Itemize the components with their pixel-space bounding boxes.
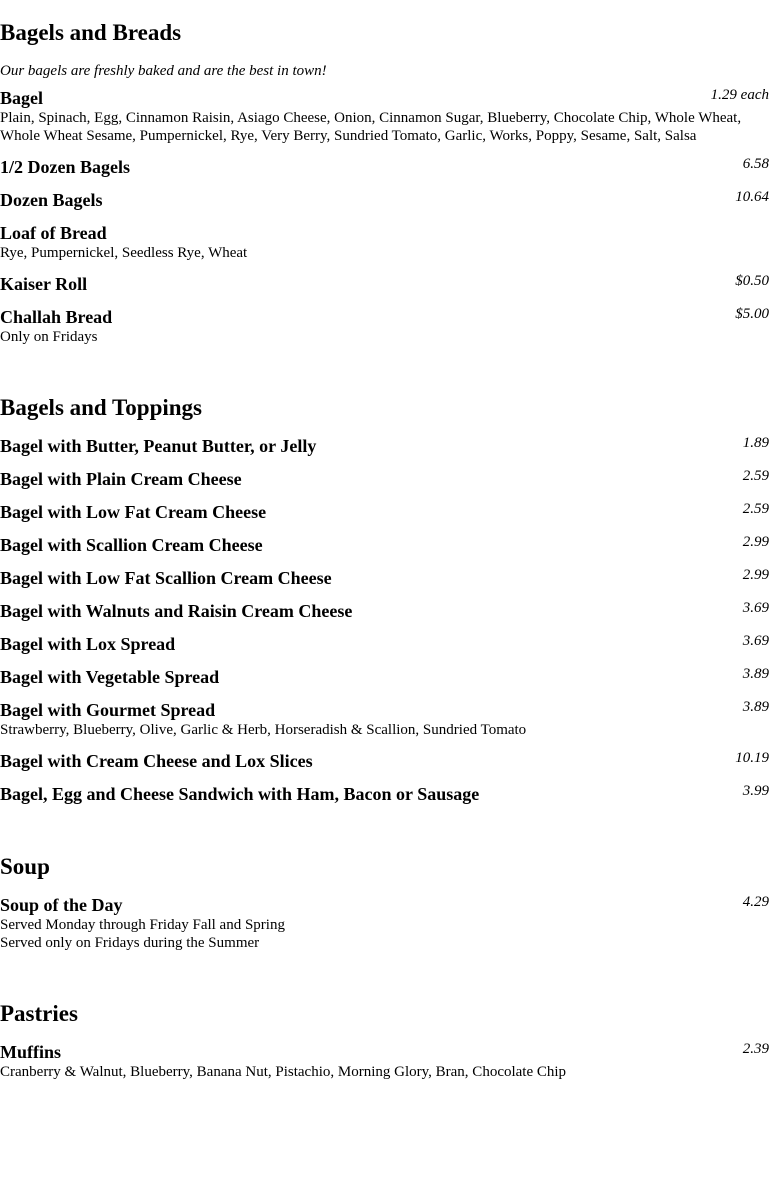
menu-item-name: Bagel with Low Fat Cream Cheese xyxy=(0,502,267,522)
menu-item xyxy=(0,306,769,346)
menu-item-price: 6.58 xyxy=(742,156,769,172)
menu-item xyxy=(0,501,769,523)
menu-item-price: 10.64 xyxy=(735,189,769,205)
menu-item-description: Served only on Fridays during the Summer xyxy=(0,935,260,951)
menu-item-name: 1/2 Dozen Bagels xyxy=(0,157,130,177)
menu-item-price: 2.99 xyxy=(742,567,769,583)
menu-item-price: 3.69 xyxy=(742,633,769,649)
menu-item-name: Bagel with Butter, Peanut Butter, or Jelly xyxy=(0,436,317,456)
menu-item-name: Bagel with Cream Cheese and Lox Slices xyxy=(0,751,313,771)
menu-item-name: Muffins xyxy=(0,1042,62,1062)
menu-item xyxy=(0,783,769,805)
menu-section-breads xyxy=(0,19,769,346)
menu-item-price: 1.29 each xyxy=(710,87,769,103)
menu-item xyxy=(0,666,769,688)
menu-item xyxy=(0,87,769,145)
menu-item xyxy=(0,273,769,295)
menu-item-price: 3.99 xyxy=(742,783,769,799)
menu-item-name: Bagel, Egg and Cheese Sandwich with Ham, Bacon or Sausage xyxy=(0,784,480,804)
section-description: Our bagels are freshly baked and are the best in town! xyxy=(0,63,327,79)
section-title: Bagels and Toppings xyxy=(0,395,203,420)
menu-item-name: Bagel with Walnuts and Raisin Cream Cheese xyxy=(0,601,353,621)
menu-item-price: 3.89 xyxy=(742,699,769,715)
menu-item-name: Bagel xyxy=(0,88,43,108)
menu-item xyxy=(0,567,769,589)
menu-section-toppings xyxy=(0,394,769,805)
menu-item-price: 2.99 xyxy=(742,534,769,550)
menu-item-list xyxy=(0,1041,769,1081)
menu-item-name: Soup of the Day xyxy=(0,895,123,915)
menu-item-name: Dozen Bagels xyxy=(0,190,103,210)
menu-item-description: Strawberry, Blueberry, Olive, Garlic & Herb, Horseradish & Scallion, Sundried Tomato xyxy=(0,722,527,738)
menu-item-price: 2.59 xyxy=(742,468,769,484)
menu-item-name: Challah Bread xyxy=(0,307,113,327)
menu-item xyxy=(0,189,769,211)
menu-item-list xyxy=(0,894,769,952)
menu-item-name: Kaiser Roll xyxy=(0,274,88,294)
menu-item-description: Cranberry & Walnut, Blueberry, Banana Nut, Pistachio, Morning Glory, Bran, Chocolate Chip xyxy=(0,1064,567,1080)
menu-section-pastries xyxy=(0,1000,769,1081)
menu-item-name: Bagel with Gourmet Spread xyxy=(0,700,216,720)
menu-item xyxy=(0,156,769,178)
menu-item-description: Rye, Pumpernickel, Seedless Rye, Wheat xyxy=(0,245,248,261)
menu-item-price: 2.59 xyxy=(742,501,769,517)
menu-item-description: Served Monday through Friday Fall and Spring xyxy=(0,917,285,933)
menu-item-price: 10.19 xyxy=(735,750,769,766)
menu-item-price: 4.29 xyxy=(742,894,769,910)
menu-item xyxy=(0,633,769,655)
menu-item-description: Only on Fridays xyxy=(0,329,98,345)
menu-item-name: Bagel with Low Fat Scallion Cream Cheese xyxy=(0,568,332,588)
menu-item-price: $5.00 xyxy=(735,306,769,322)
menu-item-description: Plain, Spinach, Egg, Cinnamon Raisin, Asiago Cheese, Onion, Cinnamon Sugar, Blueberry, Chocolate Chip, Whole Wheat, Whole Wheat Sesame, Pumpernickel, Rye, Very Berry, Sundried Tomato, Garlic, Works, Poppy, Sesame, Salt, Salsa xyxy=(0,110,742,144)
menu-item xyxy=(0,222,769,262)
menu-item-price: 3.89 xyxy=(742,666,769,682)
menu-item xyxy=(0,435,769,457)
menu-item xyxy=(0,1041,769,1081)
menu-item-price: $0.50 xyxy=(735,273,769,289)
menu-item-price: 3.69 xyxy=(742,600,769,616)
menu-item-name: Bagel with Lox Spread xyxy=(0,634,176,654)
menu-item xyxy=(0,750,769,772)
menu-item xyxy=(0,534,769,556)
menu-item-name: Bagel with Plain Cream Cheese xyxy=(0,469,242,489)
menu-item xyxy=(0,699,769,739)
menu-item-name: Bagel with Vegetable Spread xyxy=(0,667,220,687)
menu-item-list xyxy=(0,87,769,346)
menu-item-price: 1.89 xyxy=(742,435,769,451)
menu-item-name: Loaf of Bread xyxy=(0,223,107,243)
menu-item-name: Bagel with Scallion Cream Cheese xyxy=(0,535,263,555)
section-title: Pastries xyxy=(0,1001,78,1026)
menu-section-soup xyxy=(0,853,769,952)
menu-item xyxy=(0,468,769,490)
menu-item xyxy=(0,600,769,622)
section-title: Bagels and Breads xyxy=(0,20,182,45)
menu-item-price: 2.39 xyxy=(742,1041,769,1057)
menu-item-list xyxy=(0,435,769,805)
menu-item xyxy=(0,894,769,952)
section-title: Soup xyxy=(0,854,50,879)
